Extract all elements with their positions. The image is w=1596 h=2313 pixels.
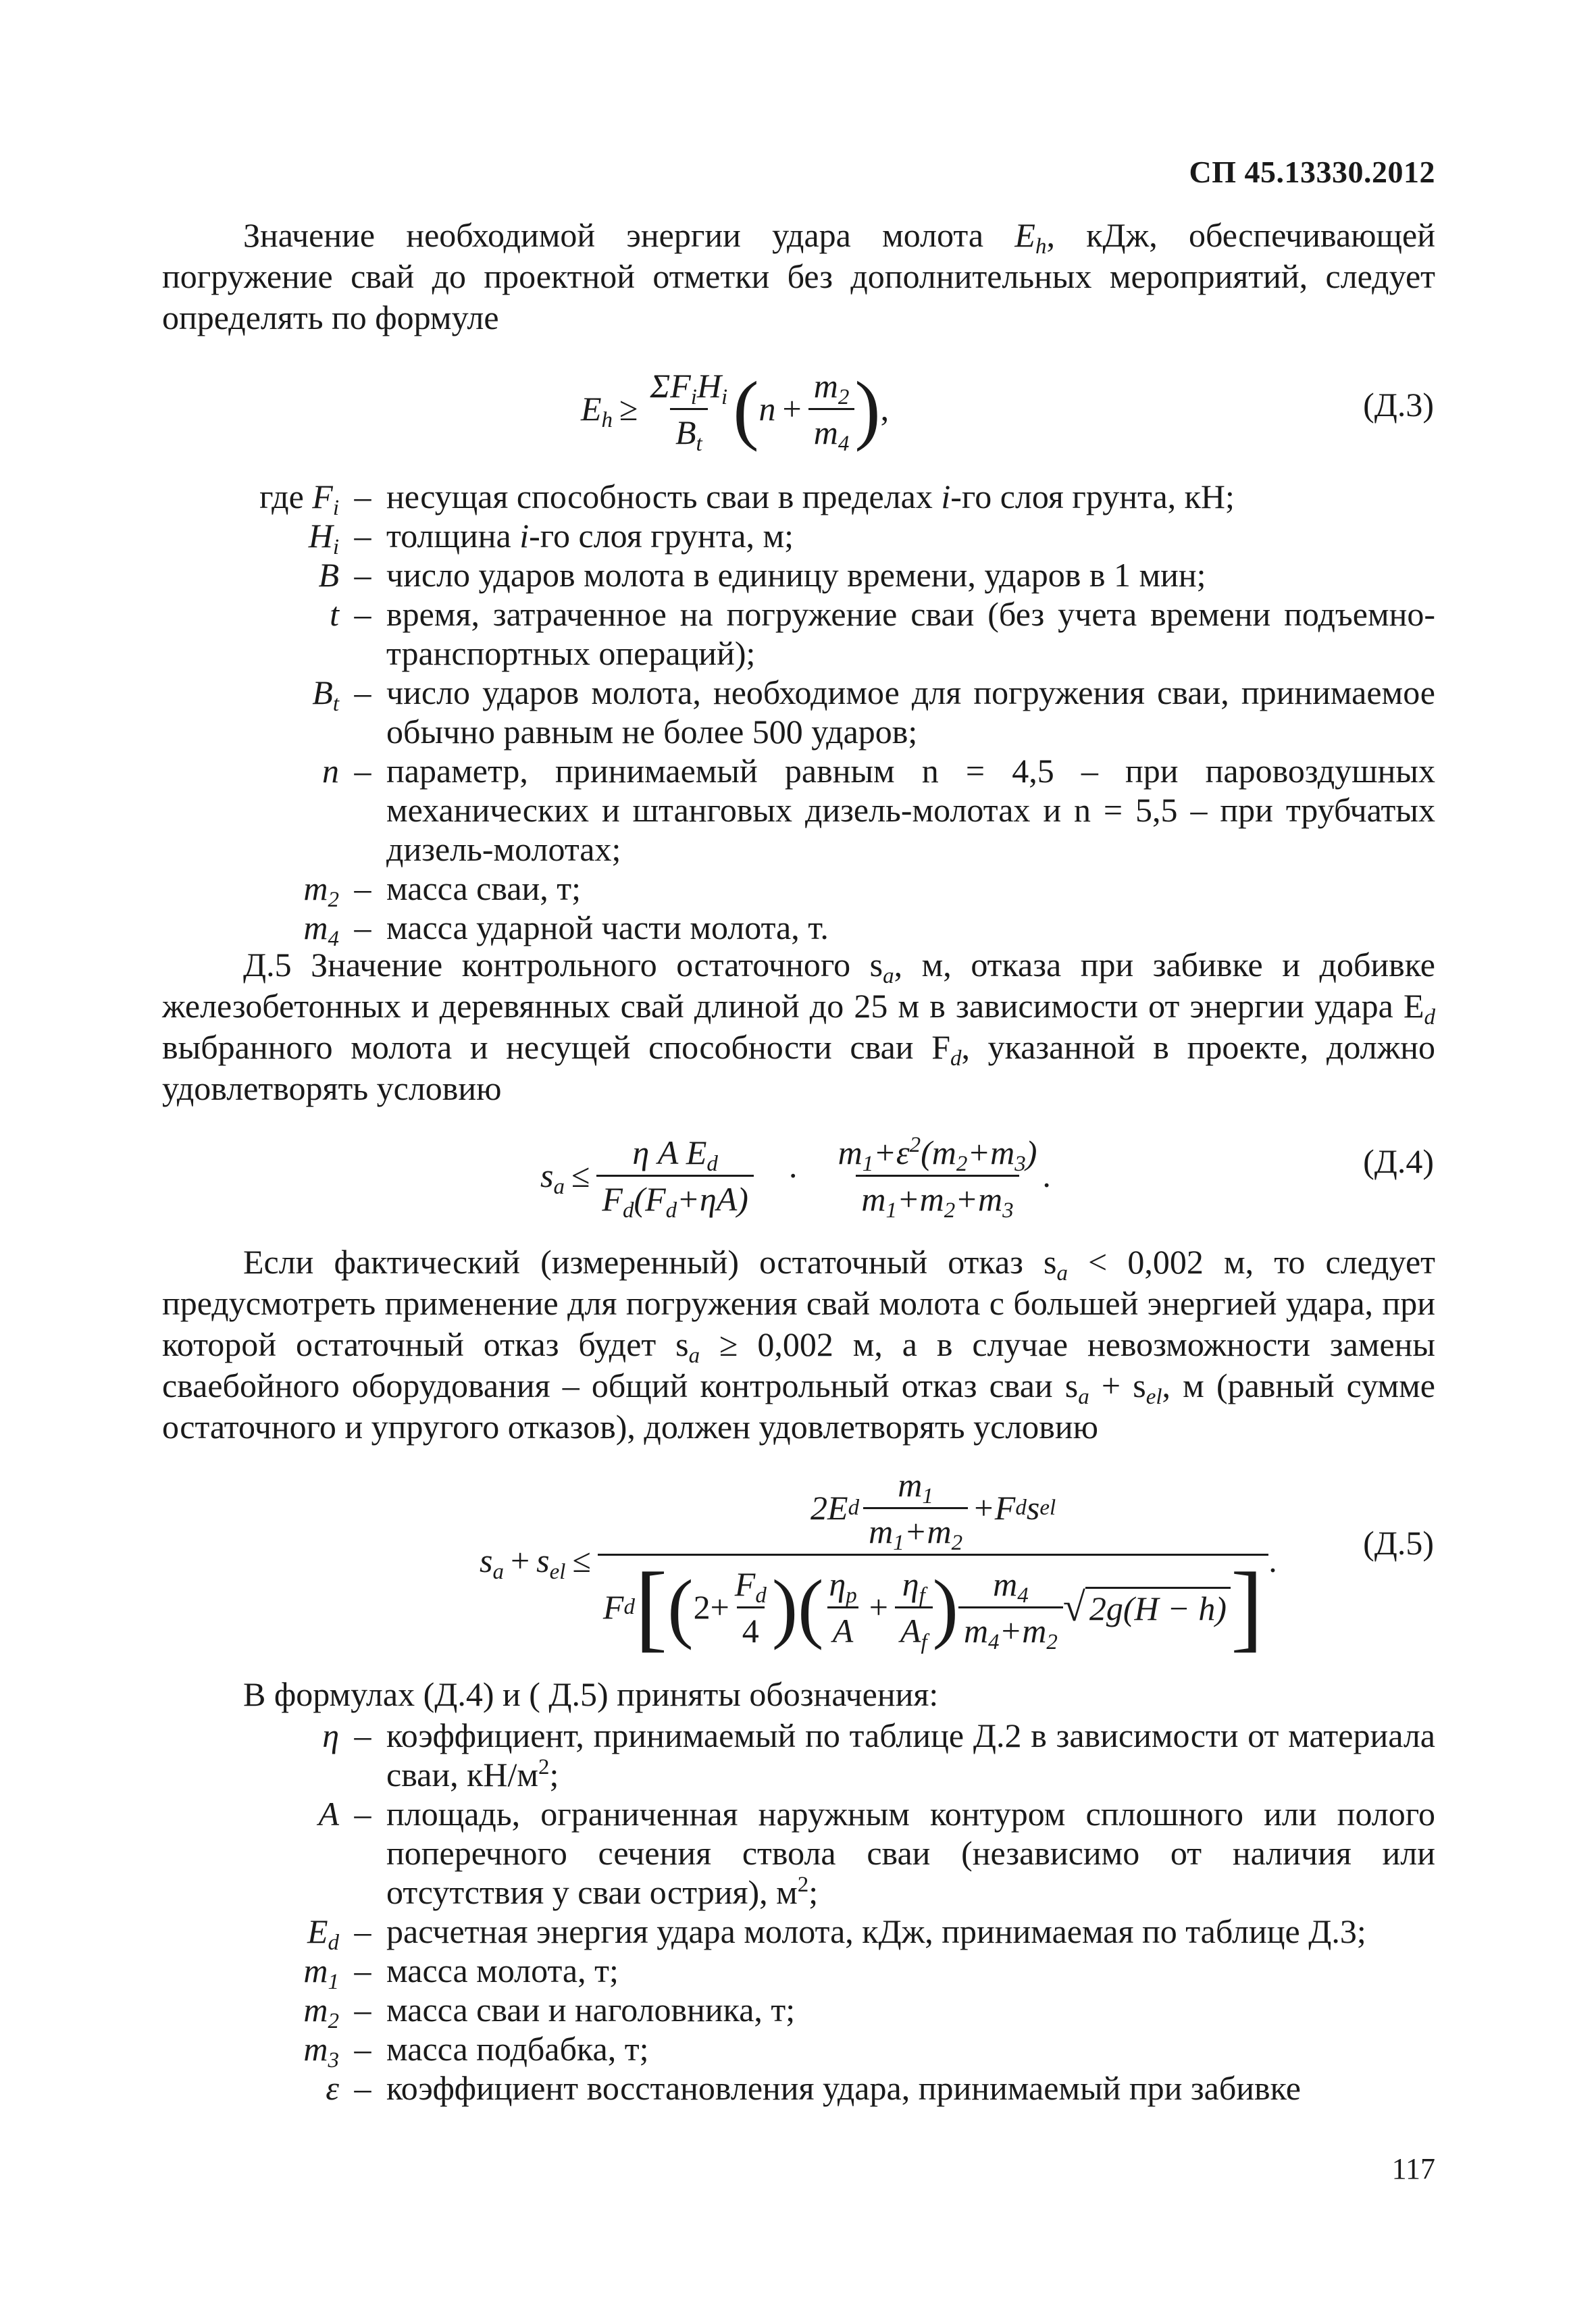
d4-lhs: $s_a$	[540, 1156, 565, 1199]
intro-paragraph	[162, 215, 1435, 338]
formula-d5: $s_a + s_{el}$ ≤ 2E d $\frac{m_1}{m_1+m_2}$ +F d s el F d [ ( 2+ $\frac{F_d}{4}$ ) ( $\frac{\eta_p}{A}$ + $\frac{\eta_f}{A_f}$ ) $\frac{m_4}{m_4+m_2}$ √ 2g(H − h) ] . (Д.5)	[480, 1465, 1434, 1661]
def-eta: η – коэффициент, принимаемый по таблице Д.2 в зависимости от материала сваи, $кН/м^2$;	[322, 1717, 1435, 1794]
formula-d3: $E_h$ ≥ $\frac{\Sigma F_iH_i}{B_t}$ ( n + $\frac{m_2}{m_4}$ ) , (Д.3)	[581, 365, 1434, 456]
d5-number: (Д.5)	[1363, 1524, 1434, 1562]
paragraph-d5: Д.5 Значение контрольного остаточного $s_a$, м, отказа при забивке и добивке железобетонных и деревянных свай длиной до 25 м в зависимости от энергии удара $E_d$ выбранного молота и несущей способности сваи $F_d$, указанной в проекте, должно удовлетворять условию	[162, 946, 1436, 1107]
definitions-d4-d5-intro: В формулах (Д.4) и ( Д.5) приняты обозначения:	[243, 1675, 939, 1713]
def-t: t – время, затраченное на погружение сваи (без учета времени подъемно-транспортных операций);	[330, 595, 1435, 672]
def-m4: $m_4$ – масса ударной части молота, т.	[303, 909, 829, 951]
d3-n: n	[758, 390, 776, 428]
d4-number: (Д.4)	[1363, 1142, 1434, 1180]
def-m1: $m_1$ – масса молота, т;	[303, 1952, 619, 1994]
def-a: A – площадь, ограниченная наружным контуром сплошного или полого поперечного сечения ствола сваи (независимо от наличия или отсутствия у сваи острия), $м^2$;	[318, 1795, 1435, 1911]
def-fi: где $F_i$ – несущая способность сваи в пределах i-го слоя грунта, кН;	[259, 478, 1235, 520]
d5-lhs: $s_a + s_{el}$	[480, 1542, 566, 1584]
d3-mass-fraction: $\frac{m_2}{m_4}$	[808, 366, 855, 452]
def-eps: ε – коэффициент восстановления удара, принимаемый при забивке	[326, 2069, 1301, 2107]
d4-fraction-1: $\frac{\eta A E_d}{F_d(F_d+\eta A)}$	[596, 1133, 754, 1219]
def-hi: $H_i$ – толщина i-го слоя грунта, м;	[308, 517, 794, 559]
def-ed: $E_d$ – расчетная энергия удара молота, кДж, принимаемая по таблице Д.3;	[307, 1912, 1366, 1955]
def-bt: $B_t$ – число ударов молота, необходимое для погружения сваи, принимаемое обычно равным не более 500 ударов;	[312, 673, 1435, 751]
eh-symbol: $E_h$	[1014, 216, 1047, 259]
def-m2: $m_2$ – масса сваи, т;	[303, 869, 582, 912]
def-m3: $m_3$ – масса подбабка, т;	[303, 2030, 649, 2073]
d5-main-fraction: 2E d $\frac{m_1}{m_1+m_2}$ +F d s el F d [ ( 2+ $\frac{F_d}{4}$ ) ( $\frac{\eta_p}{A}$ + $\frac{\eta_f}{A_f}$ ) $\frac{m_4}{m_4+m_2}$ √ 2g(H − h) ]	[598, 1465, 1268, 1656]
def-b: B – число ударов молота в единицу времени, ударов в 1 мин;	[318, 556, 1206, 594]
d4-fraction-2: $\frac{m_1+\varepsilon^2(m_2+m_3)}{m_1+m_2+m_3}$	[838, 1132, 1037, 1223]
paragraph-fact: Если фактический (измеренный) остаточный отказ $s_a < 0,002$ м, то следует предусмотреть применение для погружения свай молота с большей энергией удара, при которой остаточный отказ будет $s_a \ge 0,002$ м, а в случае невозможности замены сваебойного оборудования – общий контрольный отказ сваи $s_a + s_{el}$, м (равный сумме остаточного и упругого отказов), должен удовлетворять условию	[162, 1243, 1436, 1446]
page-number: 117	[1391, 2152, 1435, 2185]
def-n: n – параметр, принимаемый равным n = 4,5 – при паровоздушных механических и штанговых дизель-молотах и n = 5,5 – при трубчатых дизель-молотах;	[322, 752, 1435, 868]
d3-number: (Д.3)	[1363, 386, 1434, 424]
d3-rel: ≥	[619, 390, 638, 428]
def-m2-b: $m_2$ – масса сваи и наголовника, т;	[303, 1991, 796, 2033]
intro-text-1: Значение необходимой энергии удара молота	[243, 216, 1015, 254]
intro-text-2: , кДж, обеспечивающей погружение свай до проектной отметки без дополнительных мероприятий, следует определять по формуле	[162, 216, 1435, 336]
d3-fraction: $\frac{\Sigma F_iH_i}{B_t}$	[650, 366, 728, 456]
d3-lhs: $E_h$	[581, 390, 613, 432]
definitions-d3	[162, 477, 1435, 951]
formula-d4: $s_a$ ≤ $\frac{\eta A E_d}{F_d(F_d+\eta A)}$ · $\frac{m_1+\varepsilon^2(m_2+m_3)}{m_1+m_2+m_3}$ . (Д.4)	[540, 1132, 1434, 1223]
document-code: СП 45.13330.2012	[1189, 155, 1435, 189]
definitions-d4-d5	[162, 1716, 1435, 2108]
